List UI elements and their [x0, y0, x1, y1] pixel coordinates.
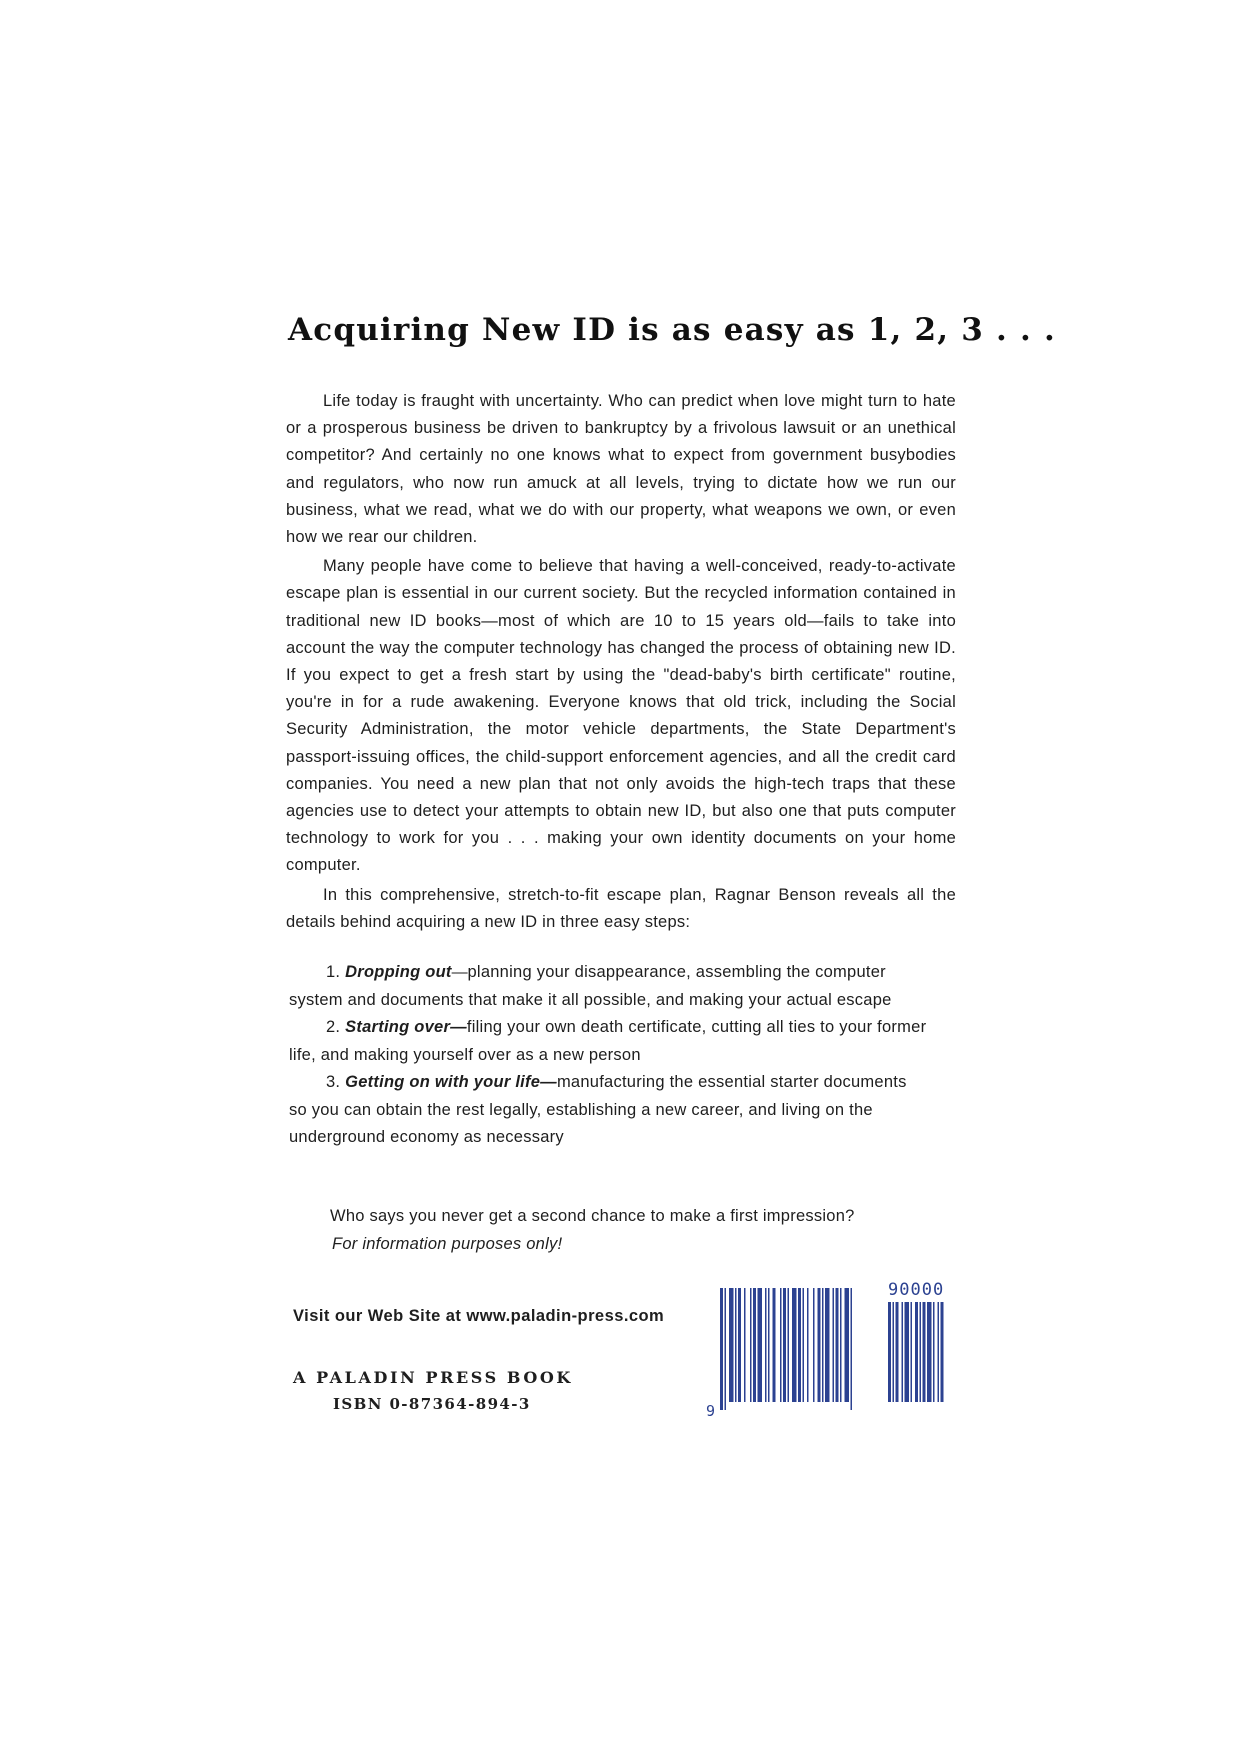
- barcode-bar: [720, 1288, 723, 1410]
- barcode-bar: [750, 1288, 752, 1402]
- barcode-bar: [833, 1288, 835, 1402]
- barcode-bar: [798, 1288, 801, 1402]
- barcode-addon-bar: [927, 1302, 932, 1402]
- barcode-addon-bar: [941, 1302, 944, 1402]
- barcode-bar: [822, 1288, 824, 1402]
- barcode-bar: [758, 1288, 763, 1402]
- barcode-bar: [744, 1288, 746, 1402]
- disclaimer: For information purposes only!: [332, 1234, 563, 1253]
- barcode-bar: [729, 1288, 734, 1402]
- barcode: [706, 1280, 964, 1422]
- barcode-addon-bar: [911, 1302, 913, 1402]
- barcode-addon-bar: [933, 1302, 935, 1402]
- description-text: [286, 388, 956, 938]
- closing-section: [330, 1203, 950, 1258]
- step-2: [289, 1014, 929, 1069]
- steps-list: [289, 959, 929, 1152]
- step-1: [289, 959, 929, 1014]
- barcode-addon-bar: [905, 1302, 910, 1402]
- paragraph-3: In this comprehensive, stretch-to-fit escape plan, Ragnar Benson reveals all the details behind acquiring a new ID in three easy steps:: [286, 885, 956, 931]
- barcode-bar: [813, 1288, 815, 1402]
- step-dash: —: [451, 964, 468, 981]
- step-3: [289, 1069, 929, 1152]
- barcode-bar: [780, 1288, 782, 1402]
- barcode-bar: [807, 1288, 809, 1402]
- barcode-bar: [725, 1288, 727, 1410]
- barcode-addon-bar: [896, 1302, 899, 1402]
- step-description: manufacturing the essential starter documents so you can obtain the rest legally, establishing a new career, and living on the underground economy as necessary: [289, 1073, 907, 1146]
- barcode-bar: [840, 1288, 842, 1402]
- barcode-addon-bar: [915, 1302, 918, 1402]
- step-term: Starting over—: [345, 1018, 467, 1036]
- closing-question: Who says you never get a second chance to make a first impression?: [330, 1207, 855, 1225]
- barcode-bar: [773, 1288, 776, 1402]
- barcode-bar: [783, 1288, 786, 1402]
- barcode-bar: [836, 1288, 839, 1402]
- barcode-bar: [753, 1288, 756, 1402]
- step-number: 2.: [326, 1018, 341, 1036]
- barcode-bar: [851, 1288, 853, 1410]
- barcode-bar: [738, 1288, 741, 1402]
- barcode-addon-bar: [902, 1302, 904, 1402]
- barcode-addon-bar: [938, 1302, 940, 1402]
- barcode-bar: [768, 1288, 770, 1402]
- barcode-bar: [765, 1288, 767, 1402]
- publisher-name: A PALADIN PRESS BOOK: [293, 1368, 573, 1387]
- barcode-bar: [788, 1288, 790, 1402]
- barcode-bar: [735, 1288, 737, 1402]
- website-line: Visit our Web Site at www.paladin-press.com: [293, 1307, 665, 1325]
- barcode-addon-bar: [923, 1302, 926, 1402]
- step-description: planning your disappearance, assembling the computer system and documents that make it all possible, and making your actual escape: [289, 963, 892, 1009]
- barcode-bar: [818, 1288, 821, 1402]
- paragraph-2: Many people have come to believe that having a well-conceived, ready-to-activate escape plan is essential in our current society. But the recycled information contained in traditional new ID books—most of which are 10 to 15 years old—fails to take into account the way the computer technology has changed the process of obtaining new ID. If you expect to get a fresh start by using the "dead-baby's birth certificate" routine, you're in for a rude awakening. Everyone knows that old trick, including the Social Security Administration, the motor vehicle departments, the State Department's passport-issuing offices, the child-support enforcement agencies, and all the credit card companies. You need a new plan that not only avoids the high-tech traps that these agencies use to detect your attempts to obtain new ID, but also one that puts computer technology to work for you . . . making your own identity documents on your home computer.: [286, 557, 956, 875]
- step-term: Dropping out: [345, 963, 452, 981]
- step-number: 3.: [326, 1073, 341, 1091]
- barcode-addon-bar: [920, 1302, 922, 1402]
- isbn-number: ISBN 0-87364-894-3: [333, 1395, 531, 1413]
- barcode-lead-digit: 9: [706, 1402, 716, 1420]
- barcode-bars: [708, 1284, 964, 1422]
- barcode-bar: [825, 1288, 830, 1402]
- barcode-bar: [792, 1288, 797, 1402]
- step-description: filing your own death certificate, cutting all ties to your former life, and making yourself over as a new person: [289, 1018, 927, 1064]
- barcode-addon-bar: [893, 1302, 895, 1402]
- step-number: 1.: [326, 963, 341, 981]
- paragraph-1: Life today is fraught with uncertainty. Who can predict when love might turn to hate or a prosperous business be driven to bankruptcy by a frivolous lawsuit or an unethical competitor? And certainly no one knows what to expect from government busybodies and regulators, who now run amuck at all levels, trying to dictate how we run our business, what we read, what we do with our property, what weapons we own, or even how we rear our children.: [286, 392, 956, 547]
- cover-title: Acquiring New ID is as easy as 1, 2, 3 . . .: [288, 312, 1056, 348]
- barcode-bar: [845, 1288, 850, 1402]
- barcode-addon-number: 90000: [888, 1280, 945, 1300]
- barcode-addon-bar: [888, 1302, 891, 1402]
- barcode-bar: [803, 1288, 805, 1402]
- step-term: Getting on with your life—: [345, 1073, 557, 1091]
